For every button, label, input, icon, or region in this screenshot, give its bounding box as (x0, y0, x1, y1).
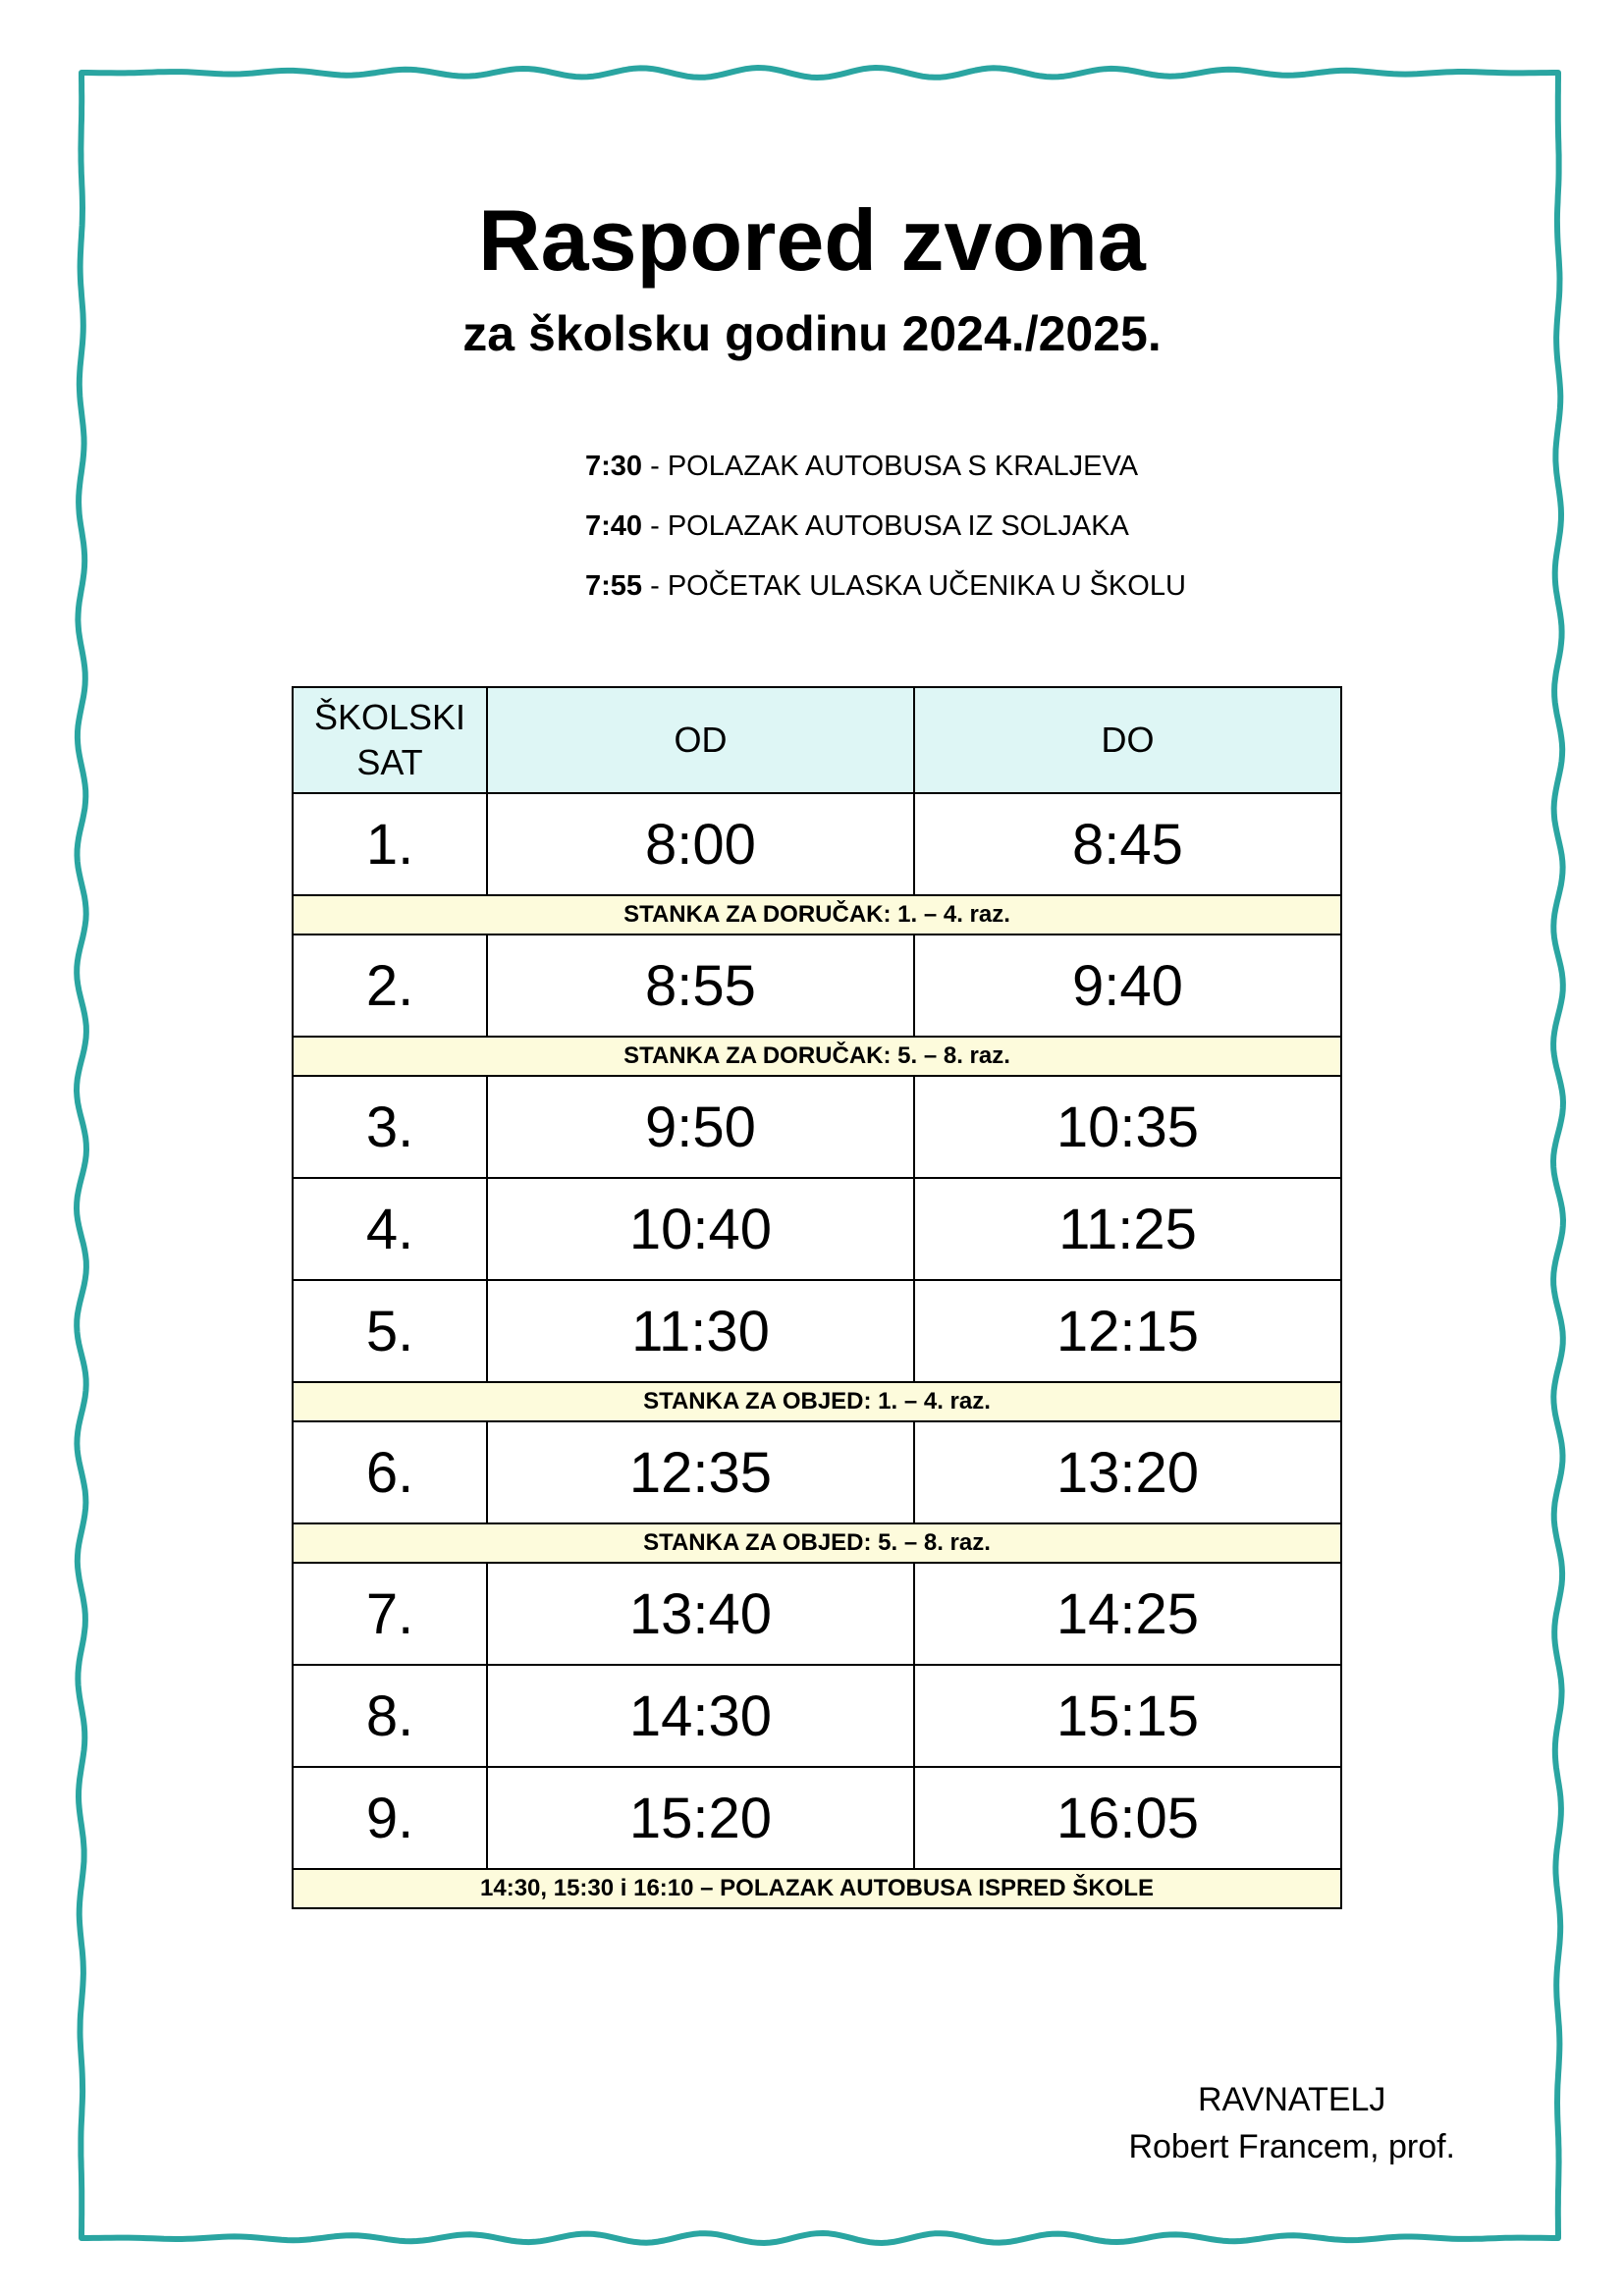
table-row (293, 1076, 1341, 1178)
info-time: 7:55 (585, 570, 643, 602)
break-row (293, 1869, 1341, 1908)
break-label: 14:30, 15:30 i 16:10 – POLAZAK AUTOBUSA ISPRED ŠKOLE (293, 1869, 1341, 1908)
info-text: - POLAZAK AUTOBUSA S KRALJEVA (642, 451, 1139, 482)
header-school-hour-line1: ŠKOLSKI (313, 697, 466, 737)
bell-schedule-table (292, 686, 1342, 1909)
start-time: 9:50 (487, 1076, 914, 1178)
table-row (293, 1665, 1341, 1767)
signature-role: RAVNATELJ (1197, 2081, 1386, 2118)
table-header-row (293, 687, 1341, 793)
hour-number: 3. (293, 1076, 487, 1178)
start-time: 12:35 (487, 1421, 914, 1523)
end-time: 9:40 (914, 934, 1341, 1037)
break-row (293, 1382, 1341, 1421)
break-label: STANKA ZA OBJED: 1. – 4. raz. (293, 1382, 1341, 1421)
hour-number: 1. (293, 793, 487, 895)
header-school-hour (293, 687, 487, 793)
break-label: STANKA ZA OBJED: 5. – 8. raz. (293, 1523, 1341, 1563)
info-line-1 (585, 449, 1469, 484)
info-time: 7:40 (585, 510, 643, 542)
start-time: 13:40 (487, 1563, 914, 1665)
break-row (293, 895, 1341, 934)
start-time: 8:55 (487, 934, 914, 1037)
info-line-3 (585, 568, 1469, 604)
table-row (293, 1178, 1341, 1280)
page-title: Raspored zvona (478, 191, 1146, 289)
end-time: 16:05 (914, 1767, 1341, 1869)
table-row (293, 1767, 1341, 1869)
table-row (293, 1280, 1341, 1382)
header-school-hour-line2: SAT (356, 742, 423, 782)
info-line-2 (585, 508, 1469, 544)
start-time: 15:20 (487, 1767, 914, 1869)
signature-block (1128, 2076, 1455, 2170)
hour-number: 6. (293, 1421, 487, 1523)
end-time: 15:15 (914, 1665, 1341, 1767)
start-time: 8:00 (487, 793, 914, 895)
hour-number: 9. (293, 1767, 487, 1869)
page-subtitle: za školsku godinu 2024./2025. (462, 306, 1162, 361)
hour-number: 2. (293, 934, 487, 1037)
hour-number: 8. (293, 1665, 487, 1767)
end-time: 10:35 (914, 1076, 1341, 1178)
table-row (293, 1421, 1341, 1523)
table-row (293, 793, 1341, 895)
signature-name: Robert Francem, prof. (1128, 2128, 1455, 2165)
table-row (293, 934, 1341, 1037)
break-label: STANKA ZA DORUČAK: 5. – 8. raz. (293, 1037, 1341, 1076)
hour-number: 7. (293, 1563, 487, 1665)
header-from: OD (487, 687, 914, 793)
break-label: STANKA ZA DORUČAK: 1. – 4. raz. (293, 895, 1341, 934)
table-row (293, 1563, 1341, 1665)
info-text: - POLAZAK AUTOBUSA IZ SOLJAKA (642, 510, 1129, 542)
header-to: DO (914, 687, 1341, 793)
end-time: 12:15 (914, 1280, 1341, 1382)
hour-number: 4. (293, 1178, 487, 1280)
end-time: 8:45 (914, 793, 1341, 895)
info-time: 7:30 (585, 451, 643, 482)
hour-number: 5. (293, 1280, 487, 1382)
start-time: 11:30 (487, 1280, 914, 1382)
break-row (293, 1037, 1341, 1076)
start-time: 14:30 (487, 1665, 914, 1767)
info-text: - POČETAK ULASKA UČENIKA U ŠKOLU (642, 570, 1186, 602)
end-time: 14:25 (914, 1563, 1341, 1665)
start-time: 10:40 (487, 1178, 914, 1280)
end-time: 13:20 (914, 1421, 1341, 1523)
break-row (293, 1523, 1341, 1563)
end-time: 11:25 (914, 1178, 1341, 1280)
